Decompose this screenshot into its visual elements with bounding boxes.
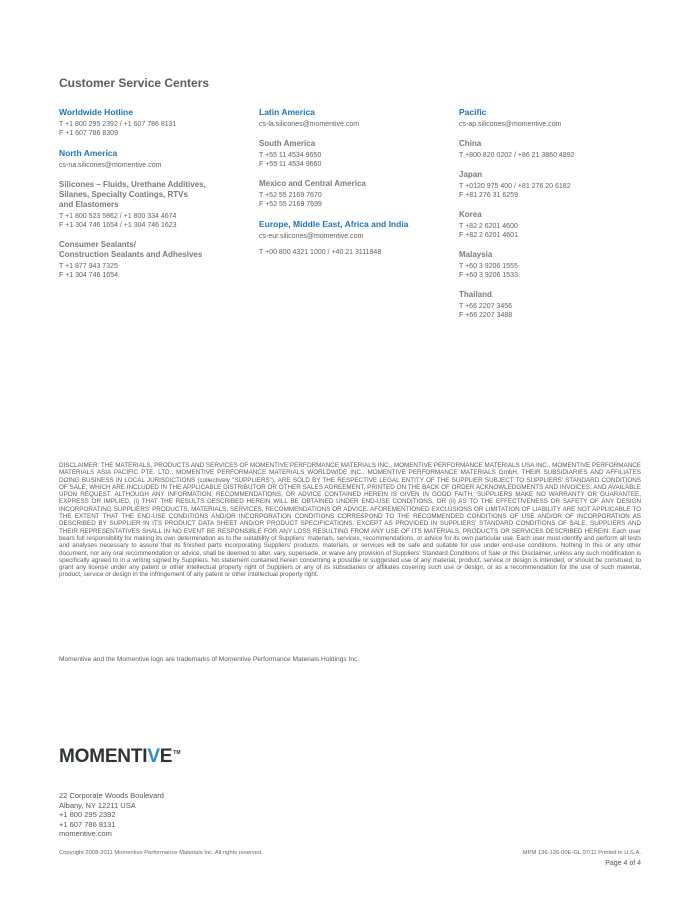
disclaimer-text: DISCLAIMER: THE MATERIALS, PRODUCTS AND SERVICES OF MOMENTIVE PERFORMANCE MATERIALS INC., MOMENTIVE PERFORMANCE MATERIALS USA INC., MOMENTIVE PERFORMANCE MATERIALS ASIA PACIFIC PTE. LTD., MOMENTIVE PERFORMANCE MATERIALS WORLDWIDE INC., MOMENTIVE PERFORMANCE MATERIALS GmbH, THEIR SUBSIDIARIES AND AFFILIATES DOING BUSINESS IN LOCAL JURISDICTIONS (collectively "SUPPLIERS"), ARE SOLD BY THE RESPECTIVE LEGAL ENTITY OF THE SUPPLIER SUBJECT TO SUPPLIERS' STANDARD CONDITIONS OF SALE, WHICH ARE INCLUDED IN THE APPLICABLE DISTRIBUTOR OR OTHER SALES AGREEMENT, PRINTED ON THE BACK OF ORDER ACKNOWLEDGMENTS AND INVOICES, AND AVAILABLE UPON REQUEST. ALTHOUGH ANY INFORMATION, RECOMMENDATIONS, OR ADVICE CONTAINED HEREIN IS GIVEN IN GOOD FAITH, SUPPLIERS MAKE NO WARRANTY OR GUARANTEE, EXPRESS OR IMPLIED, (i) THAT THE RESULTS DESCRIBED HEREIN WILL BE OBTAINED UNDER END-USE CONDITIONS, OR (ii) AS TO THE EFFECTIVENESS OR SAFETY OF ANY DESIGN INCORPORATING SUPPLIERS' PRODUCTS, MATERIALS, SERVICES, RECOMMENDATIONS OR ADVICE. AFOREMENTIONED EXCLUSIONS OR LIMITATION OF LIABILITY ARE NOT APPLICABLE TO THE EXTENT THAT THE END-USE CONDITIONS AND/OR INCORPORATION CONDITIONS CORRESPOND TO THE RECOMMENDED CONDITIONS OF USE AND/OR OF INCORPORATION AS DESCRIBED BY SUPPLIER IN ITS PRODUCT DATA SHEET AND/OR PRODUCT SPECIFICATIONS. EXCEPT AS PROVIDED IN SUPPLIERS' STANDARD CONDITIONS OF SALE, SUPPLIERS AND THEIR REPRESENTATIVES SHALL IN NO EVENT BE RESPONSIBLE FOR ANY LOSS RESULTING FROM ANY USE OF ITS MATERIALS, PRODUCTS OR SERVICES DESCRIBED HEREIN. Each user bears full responsibility for making its own determination as to the suitability of Suppliers' materials, services, recommendations, or advice for its own particular use. Each user must identify and perform all tests and analyses necessary to assure that its finished parts incorporating Suppliers' products, materials, or services will be safe and suitable for use under end-use conditions. Nothing in this or any other document, nor any oral recommendation or advice, shall be deemed to alter, vary, supersede, or waive any provision of Suppliers' Standard Conditions of Sale or this Disclaimer, unless any such modification is specifically agreed to in a writing signed by Suppliers. No statement contained herein concerning a possible or suggested use of any material, product, service or design is intended, or should be construed, to grant any license under any patent or other intellectual property right of Suppliers or any of its subsidiaries or affiliates covering such use or design, or as a recommendation for the use of such material, product, service or design in the infringement of any patent or other intellectual property right.: [59, 462, 641, 579]
company-address: [59, 791, 164, 839]
contacts-column-1: [59, 107, 255, 290]
emea-heading: Europe, Middle East, Africa and India: [259, 219, 409, 229]
document-reference: MPM 136-126-00E-GL 07/11 Printed in U.S.A.: [522, 850, 641, 856]
thailand-phone: T +66 2207 3456: [459, 303, 513, 310]
mexico-fax: F +52 55 2169 7699: [259, 201, 322, 208]
china-heading: China: [459, 139, 482, 148]
worldwide-phone: T +1 800 295 2392 / +1 607 786 8131: [59, 121, 177, 128]
trademark-notice: Momentive and the Momentive logo are trademarks of Momentive Performance Materials Holdings Inc.: [59, 656, 360, 663]
logo-mark: V: [147, 746, 160, 767]
contacts-column-3: [459, 107, 649, 330]
mexico-phone: T +52 55 2169 7670: [259, 192, 322, 199]
pacific-block: [459, 107, 649, 129]
logo-suffix: E: [159, 746, 173, 767]
korea-block: [459, 210, 649, 240]
south-america-block: [259, 139, 455, 169]
china-block: [459, 139, 649, 160]
silicones-fax: F +1 304 746 1654 / +1 304 746 1623: [59, 222, 177, 229]
consumer-sealants-block: [59, 240, 255, 280]
korea-fax: F +82 2 6201 4601: [459, 232, 518, 239]
silicones-heading-line-2: Silanes, Specialty Coatings, RTVs: [59, 190, 188, 199]
consumer-phone: T +1 877 943 7325: [59, 263, 118, 270]
malaysia-block: [459, 250, 649, 280]
address-street: 22 Corporate Woods Boulevard: [59, 791, 164, 800]
silicones-heading-line-3: and Elastomers: [59, 200, 119, 209]
south-america-phone: T +55 11 4534 9650: [259, 152, 322, 159]
malaysia-heading: Malaysia: [459, 250, 493, 259]
address-website[interactable]: momentive.com: [59, 829, 112, 838]
logo-trademark-symbol: TM: [173, 750, 181, 756]
page-title: Customer Service Centers: [59, 76, 210, 90]
emea-block: [259, 219, 455, 257]
address-city: Albany, NY 12211 USA: [59, 800, 136, 810]
thailand-block: [459, 290, 649, 320]
malaysia-phone: T +60 3 9206 1555: [459, 263, 518, 270]
korea-phone: T +82 2 6201 4600: [459, 223, 518, 230]
korea-heading: Korea: [459, 210, 482, 219]
thailand-fax: F +66 2207 3488: [459, 312, 513, 319]
consumer-heading-line-1: Consumer Sealants/: [59, 240, 136, 249]
logo-prefix: MOMENTI: [59, 746, 148, 767]
pacific-heading: Pacific: [459, 107, 487, 117]
malaysia-fax: F +60 3 9206 1533: [459, 272, 518, 279]
japan-heading: Japan: [459, 170, 483, 179]
japan-fax: F +81 276 31 6259: [459, 192, 518, 199]
japan-phone: T +0120 975 400 / +81 276 20 6182: [459, 183, 571, 190]
north-america-heading: North America: [59, 148, 118, 158]
consumer-heading-line-2: Construction Sealants and Adhesives: [59, 250, 203, 259]
emea-phone: T +00 800 4321 1000 / +40 21 3111848: [259, 249, 382, 256]
page-number: Page 4 of 4: [605, 860, 641, 867]
mexico-heading: Mexico and Central America: [259, 179, 366, 188]
north-america-block: [59, 148, 255, 170]
worldwide-hotline-heading: Worldwide Hotline: [59, 107, 133, 117]
address-phone-2: +1 607 786 8131: [59, 819, 116, 829]
thailand-heading: Thailand: [459, 290, 492, 299]
worldwide-hotline-block: [59, 107, 255, 138]
consumer-fax: F +1 304 746 1654: [59, 272, 118, 279]
north-america-email[interactable]: cs-na.silicones@momentive.com: [59, 162, 162, 169]
copyright-notice: Copyright 2008-2011 Momentive Performance Materials Inc. All rights reserved.: [59, 850, 263, 856]
south-america-fax: F +55 11 4534 9660: [259, 161, 322, 168]
latin-america-block: [259, 107, 455, 129]
silicones-block: [59, 180, 255, 230]
address-phone-1: +1 800 295 2392: [59, 810, 116, 819]
mexico-block: [259, 179, 455, 209]
south-america-heading: South America: [259, 139, 316, 148]
silicones-heading-line-1: Silicones – Fluids, Urethane Additives,: [59, 180, 206, 189]
china-phone: T +800 820 0202 / +86 21 3860 4892: [459, 152, 575, 159]
japan-block: [459, 170, 649, 200]
worldwide-fax: F +1 607 786 8309: [59, 130, 118, 137]
emea-email[interactable]: cs-eur.silicones@momentive.com: [259, 233, 364, 240]
contacts-column-2: [259, 107, 455, 267]
pacific-email[interactable]: cs-ap.silicones@momentive.com: [459, 121, 562, 128]
momentive-logo: [59, 746, 181, 768]
latin-america-email[interactable]: cs-la.silicones@momentive.com: [259, 121, 360, 128]
logo-wordmark: [59, 746, 172, 768]
latin-america-heading: Latin America: [259, 107, 315, 117]
silicones-phone: T +1 800 523 5862 / +1 800 334 4674: [59, 213, 177, 220]
